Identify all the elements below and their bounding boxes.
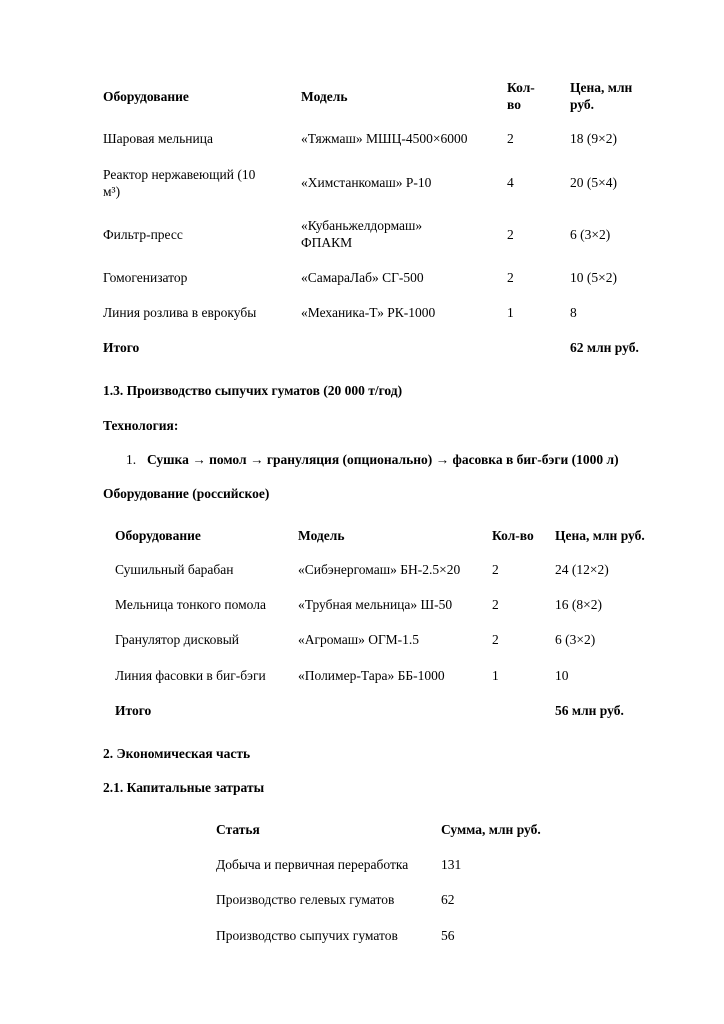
- table1-total-label: Итого: [103, 340, 140, 355]
- table2-row2-equipment: Мельница тонкого помола: [115, 597, 266, 612]
- table1-row2-equipment-line2: м³): [103, 184, 121, 199]
- table1-row1-equipment: Шаровая мельница: [103, 131, 213, 146]
- table1-row2-price: 20 (5×4): [570, 175, 617, 190]
- equipment-subheading: Оборудование (российское): [103, 486, 270, 501]
- table1-header-qty-line1: Кол-: [507, 80, 535, 95]
- table2-total-value: 56 млн руб.: [555, 703, 624, 718]
- table3-header-sum: Сумма, млн руб.: [441, 822, 541, 837]
- table2-row4-equipment: Линия фасовки в биг-бэги: [115, 668, 266, 683]
- table3-row3-item: Производство сыпучих гуматов: [216, 928, 398, 943]
- table1-row1-model: «Тяжмаш» МШЦ-4500×6000: [301, 131, 468, 146]
- table1-row3-price: 6 (3×2): [570, 227, 611, 242]
- table3-row1-item: Добыча и первичная переработка: [216, 857, 409, 872]
- section-heading-2-1: 2.1. Капитальные затраты: [103, 780, 265, 795]
- table1-header-equipment: Оборудование: [103, 89, 189, 104]
- table2-row1-model: «Сибэнергомаш» БН-2.5×20: [298, 562, 461, 577]
- table2-row1-price: 24 (12×2): [555, 562, 609, 577]
- table2-row2-price: 16 (8×2): [555, 597, 602, 612]
- table1-row2-model: «Химстанкомаш» Р-10: [301, 175, 432, 190]
- table2-row1-equipment: Сушильный барабан: [115, 562, 234, 577]
- table1-row3-model-line2: ФПАКМ: [301, 235, 353, 250]
- table2-row4-price: 10: [555, 668, 569, 683]
- table2-row2-qty: 2: [492, 597, 499, 612]
- table1-header-price-line2: руб.: [570, 97, 595, 112]
- table1-row1-price: 18 (9×2): [570, 131, 617, 146]
- table2-header-price: Цена, млн руб.: [555, 528, 645, 543]
- list-item-number: 1.: [126, 452, 137, 467]
- table2-row3-model: «Агромаш» ОГМ-1.5: [298, 632, 419, 647]
- table2-total-label: Итого: [115, 703, 152, 718]
- table2-row4-qty: 1: [492, 668, 499, 683]
- table1-row4-model: «СамараЛаб» СГ-500: [301, 270, 424, 285]
- table1-header-model: Модель: [301, 89, 348, 104]
- list-item-process-steps: Сушка → помол → грануляция (опционально) → фасовка в биг-бэги (1000 л): [147, 452, 619, 467]
- table3-header-item: Статья: [216, 822, 260, 837]
- table1-row4-equipment: Гомогенизатор: [103, 270, 188, 285]
- table1-row4-price: 10 (5×2): [570, 270, 617, 285]
- section-heading-1-3: 1.3. Производство сыпучих гуматов (20 000 т/год): [103, 383, 403, 398]
- table3-row3-sum: 56: [441, 928, 455, 943]
- table1-row3-model-line1: «Кубаньжелдормаш»: [301, 218, 423, 233]
- table2-row2-model: «Трубная мельница» Ш-50: [298, 597, 453, 612]
- table2-row3-price: 6 (3×2): [555, 632, 596, 647]
- table2-row3-equipment: Гранулятор дисковый: [115, 632, 239, 647]
- table1-row3-equipment: Фильтр-пресс: [103, 227, 183, 242]
- table1-row2-equipment-line1: Реактор нержавеющий (10: [103, 167, 256, 182]
- table1-row2-qty: 4: [507, 175, 514, 190]
- table3-row1-sum: 131: [441, 857, 462, 872]
- table1-total-value: 62 млн руб.: [570, 340, 639, 355]
- table2-row4-model: «Полимер-Тара» ББ-1000: [298, 668, 445, 683]
- table2-row3-qty: 2: [492, 632, 499, 647]
- table2-header-equipment: Оборудование: [115, 528, 201, 543]
- table2-row1-qty: 2: [492, 562, 499, 577]
- table3-row2-item: Производство гелевых гуматов: [216, 892, 395, 907]
- technology-label: Технология:: [103, 418, 179, 433]
- table1-row3-qty: 2: [507, 227, 514, 242]
- table1-row5-equipment: Линия розлива в еврокубы: [103, 305, 257, 320]
- table1-row5-qty: 1: [507, 305, 514, 320]
- table1-row1-qty: 2: [507, 131, 514, 146]
- table3-row2-sum: 62: [441, 892, 455, 907]
- table2-header-model: Модель: [298, 528, 345, 543]
- table1-row5-model: «Механика-Т» РК-1000: [301, 305, 436, 320]
- table1-row4-qty: 2: [507, 270, 514, 285]
- table1-header-qty-line2: во: [507, 97, 521, 112]
- table2-header-qty: Кол-во: [492, 528, 534, 543]
- table1-header-price-line1: Цена, млн: [570, 80, 633, 95]
- table1-row5-price: 8: [570, 305, 577, 320]
- section-heading-2: 2. Экономическая часть: [103, 746, 251, 761]
